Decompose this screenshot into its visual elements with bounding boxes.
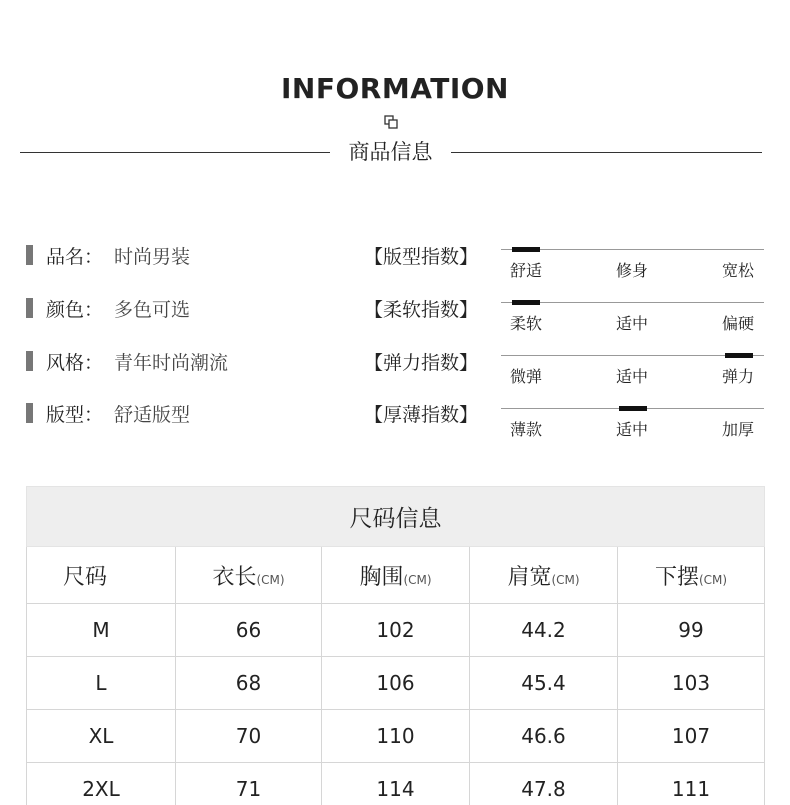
layers-icon — [384, 115, 398, 129]
column-header-shoulder — [470, 547, 618, 604]
column-label: 尺码 — [63, 564, 108, 590]
scale-marker — [512, 300, 540, 305]
size-table — [26, 486, 765, 805]
column-label: 衣长 — [212, 564, 257, 590]
size-table-title: 尺码信息 — [27, 487, 765, 547]
column-label: 肩宽 — [507, 564, 552, 590]
table-cell: 2XL — [27, 763, 176, 805]
attribute-value: 舒适版型 — [114, 404, 191, 426]
index-scale-softness — [501, 302, 764, 332]
index-label-thickness: 【厚薄指数】 — [364, 404, 479, 426]
column-header-length — [176, 547, 322, 604]
scale-line — [501, 249, 764, 250]
column-unit: (CM) — [403, 572, 432, 587]
index-scale-elasticity — [501, 355, 764, 385]
table-cell: 46.6 — [470, 710, 618, 763]
table-cell: 66 — [176, 604, 322, 657]
attribute-row-color — [26, 295, 356, 323]
page-title: INFORMATION — [281, 72, 509, 105]
table-cell: XL — [27, 710, 176, 763]
divider-right — [451, 152, 762, 153]
index-scale-thickness — [501, 408, 764, 438]
table-cell: L — [27, 657, 176, 710]
column-unit: (CM) — [698, 572, 728, 587]
column-unit: (CM) — [551, 572, 580, 587]
column-unit: (CM) — [256, 572, 285, 587]
attribute-key: 品名： — [46, 246, 104, 268]
table-row — [27, 657, 765, 710]
table-cell: 47.8 — [470, 763, 618, 805]
column-header-hem — [618, 547, 765, 604]
attribute-key: 颜色： — [46, 299, 104, 321]
scale-marker — [512, 247, 540, 252]
attribute-value: 时尚男装 — [114, 246, 191, 268]
table-row — [27, 710, 765, 763]
attribute-value: 青年时尚潮流 — [114, 352, 229, 374]
table-cell: 68 — [176, 657, 322, 710]
attribute-bullet — [26, 298, 33, 318]
attribute-key: 版型： — [46, 404, 104, 426]
table-cell: 45.4 — [470, 657, 618, 710]
table-row — [27, 604, 765, 657]
attribute-bullet — [26, 403, 33, 423]
table-cell: 107 — [618, 710, 765, 763]
attribute-row-fit — [26, 400, 356, 428]
scale-option: 微弹 — [510, 367, 543, 386]
scale-option: 加厚 — [722, 420, 755, 439]
divider-left — [20, 152, 330, 153]
table-cell: 103 — [618, 657, 765, 710]
scale-option: 适中 — [616, 420, 649, 439]
scale-option: 舒适 — [510, 261, 543, 280]
attribute-bullet — [26, 351, 33, 371]
table-cell: 102 — [322, 604, 470, 657]
table-cell: 70 — [176, 710, 322, 763]
attribute-bullet — [26, 245, 33, 265]
table-cell: M — [27, 604, 176, 657]
column-label: 下摆 — [654, 564, 699, 590]
scale-option: 适中 — [616, 314, 649, 333]
scale-option: 柔软 — [510, 314, 543, 333]
table-cell: 44.2 — [470, 604, 618, 657]
index-scale-fit — [501, 249, 764, 279]
attribute-key: 风格： — [46, 352, 104, 374]
scale-option: 适中 — [616, 367, 649, 386]
index-label-softness: 【柔软指数】 — [364, 299, 479, 321]
column-header-size — [27, 547, 176, 604]
scale-option: 修身 — [616, 261, 649, 280]
attribute-row-style — [26, 348, 356, 376]
scale-line — [501, 302, 764, 303]
index-label-elasticity: 【弹力指数】 — [364, 352, 479, 374]
scale-marker — [725, 353, 753, 358]
table-row — [27, 763, 765, 805]
size-table-header — [27, 547, 765, 604]
scale-marker — [619, 406, 647, 411]
table-cell: 106 — [322, 657, 470, 710]
section-subtitle: 商品信息 — [348, 140, 433, 164]
scale-option: 偏硬 — [722, 314, 755, 333]
table-cell: 110 — [322, 710, 470, 763]
scale-option: 薄款 — [510, 420, 543, 439]
index-label-fit: 【版型指数】 — [364, 246, 479, 268]
column-label: 胸围 — [359, 564, 404, 590]
column-header-chest — [322, 547, 470, 604]
table-cell: 114 — [322, 763, 470, 805]
attribute-value: 多色可选 — [114, 299, 191, 321]
scale-option: 弹力 — [722, 367, 755, 386]
attribute-row-name — [26, 242, 356, 270]
scale-option: 宽松 — [722, 261, 755, 280]
table-cell: 111 — [618, 763, 765, 805]
table-cell: 99 — [618, 604, 765, 657]
table-cell: 71 — [176, 763, 322, 805]
